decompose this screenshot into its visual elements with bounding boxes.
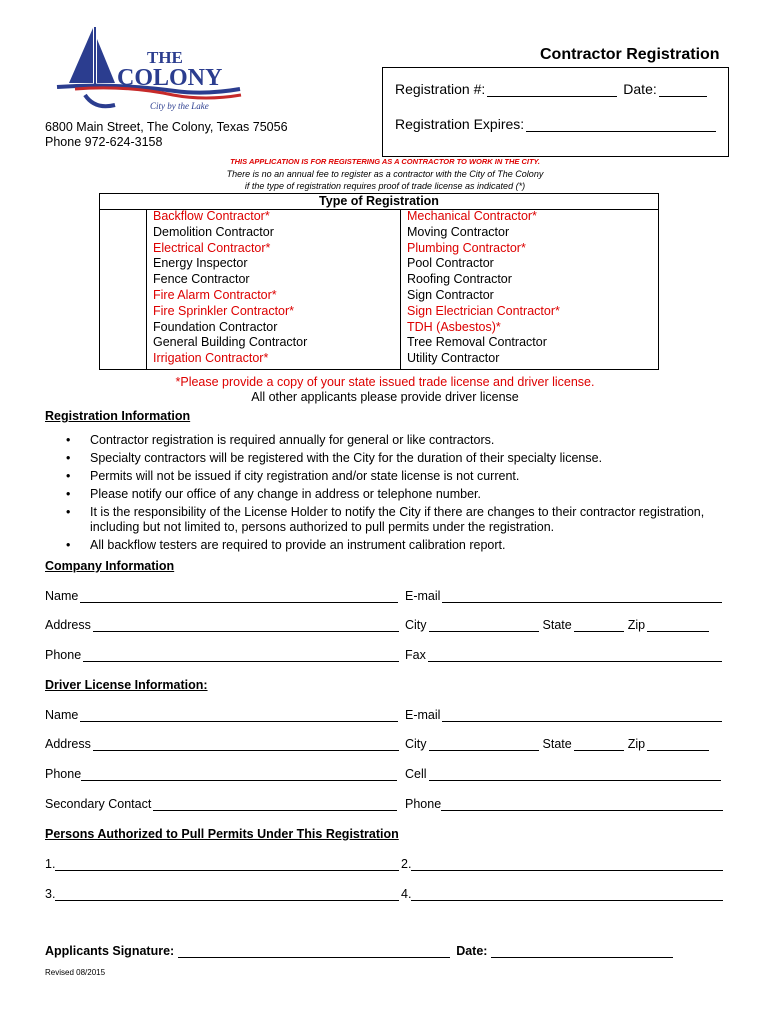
bullet-icon: • (66, 487, 71, 501)
bullet-icon: • (66, 538, 71, 552)
page-title: Contractor Registration (540, 46, 720, 63)
company-phone-field[interactable] (83, 649, 399, 662)
svg-text:THE: THE (147, 48, 183, 67)
notice-line: if the type of registration requires proof of trade license as indicated (*) (244, 181, 526, 191)
driver-city-label: City (405, 737, 427, 751)
company-phone-label: Phone (45, 648, 82, 662)
person-2-label: 2. (401, 857, 412, 871)
license-note-line: All other applicants please provide driver license (251, 390, 519, 404)
registration-type-option[interactable]: Sign Contractor (407, 287, 494, 302)
registration-type-option[interactable]: General Building Contractor (153, 335, 308, 350)
signature-date-field[interactable] (491, 945, 673, 958)
registration-type-option[interactable]: Foundation Contractor (153, 319, 278, 334)
driver-cell-field[interactable] (429, 768, 721, 781)
secondary-phone-field[interactable] (441, 798, 723, 811)
list-item-text: All backflow testers are required to provide an instrument calibration report. (90, 538, 506, 552)
company-name-label: Name (45, 589, 79, 603)
list-item (45, 487, 735, 502)
driver-address-label: Address (45, 737, 91, 751)
person-4-field[interactable] (411, 888, 723, 901)
registration-type-option[interactable]: Fire Alarm Contractor* (153, 287, 277, 302)
registration-type-option[interactable]: Backflow Contractor* (153, 209, 270, 223)
company-name-field[interactable] (80, 590, 398, 603)
license-note (100, 375, 670, 405)
company-zip-field[interactable] (647, 619, 709, 632)
list-item (45, 469, 735, 484)
reg-number-label: Registration #: (395, 81, 486, 97)
driver-name-field[interactable] (80, 709, 398, 722)
secondary-phone-label: Phone (405, 797, 442, 811)
notice-heading: THIS APPLICATION IS FOR REGISTERING AS A CONTRACTOR TO WORK IN THE CITY. (230, 157, 540, 166)
phone-line: Phone 972-624-3158 (45, 135, 163, 149)
revised-note: Revised 08/2015 (45, 968, 106, 977)
registration-type-option[interactable]: Energy Inspector (153, 256, 248, 271)
registration-type-option[interactable]: Moving Contractor (407, 224, 510, 239)
reg-date-label: Date: (623, 81, 657, 97)
registration-type-option[interactable]: Fence Contractor (153, 272, 250, 287)
list-item-text: Contractor registration is required annually for general or like contractors. (90, 433, 495, 447)
driver-zip-label: Zip (627, 737, 646, 751)
company-state-label: State (542, 618, 572, 632)
driver-name-label: Name (45, 708, 79, 722)
registration-type-table (99, 193, 659, 370)
company-email-label: E-mail (405, 589, 441, 603)
registration-info-list (45, 433, 735, 556)
registration-type-option[interactable]: TDH (Asbestos)* (407, 319, 501, 334)
list-item (45, 505, 735, 535)
driver-phone-field[interactable] (81, 768, 397, 781)
registration-info-heading: Registration Information (45, 409, 191, 423)
city-logo (55, 25, 245, 120)
reg-expires-label: Registration Expires: (395, 116, 525, 132)
list-item (45, 538, 735, 553)
driver-email-field[interactable] (442, 709, 722, 722)
registration-type-option[interactable]: Roofing Contractor (407, 272, 512, 287)
registration-type-option[interactable]: Tree Removal Contractor (407, 335, 547, 350)
driver-address-field[interactable] (93, 738, 399, 751)
driver-email-label: E-mail (405, 708, 441, 722)
persons-heading: Persons Authorized to Pull Permits Under This Registration (45, 827, 399, 841)
registration-box (382, 67, 729, 157)
list-item (45, 433, 735, 448)
person-4-label: 4. (401, 887, 412, 901)
driver-state-label: State (542, 737, 572, 751)
signature-row (45, 944, 673, 958)
company-fax-label: Fax (405, 648, 426, 662)
company-info-heading: Company Information (45, 559, 175, 573)
secondary-contact-label: Secondary Contact (45, 797, 152, 811)
registration-type-option[interactable]: Fire Sprinkler Contractor* (153, 303, 295, 318)
type-column-right (407, 209, 560, 367)
company-email-field[interactable] (442, 590, 722, 603)
company-state-field[interactable] (574, 619, 624, 632)
reg-date-field[interactable] (659, 84, 707, 97)
list-item-text: Please notify our office of any change in address or telephone number. (90, 487, 481, 501)
city-address (45, 120, 288, 150)
signature-date-label: Date: (456, 944, 488, 958)
driver-city-field[interactable] (429, 738, 539, 751)
bullet-icon: • (66, 505, 71, 519)
sailboat-logo-icon (55, 25, 245, 120)
person-1-label: 1. (45, 857, 56, 871)
registration-type-option[interactable]: Pool Contractor (407, 256, 494, 271)
notice (100, 156, 670, 192)
svg-text:COLONY: COLONY (117, 65, 223, 91)
notice-line: There is no an annual fee to register as a contractor with the City of The Colony (226, 169, 544, 179)
registration-type-option[interactable]: Utility Contractor (407, 351, 500, 366)
company-address-label: Address (45, 618, 91, 632)
registration-type-option[interactable]: Sign Electrician Contractor* (407, 303, 560, 318)
reg-expires-field[interactable] (526, 119, 716, 132)
company-address-field[interactable] (93, 619, 399, 632)
type-table-header: Type of Registration (319, 194, 439, 208)
driver-state-field[interactable] (574, 738, 624, 751)
registration-type-option[interactable]: Irrigation Contractor* (153, 351, 269, 366)
registration-type-option[interactable]: Electrical Contractor* (153, 240, 271, 255)
person-3-field[interactable] (55, 888, 399, 901)
company-city-field[interactable] (429, 619, 539, 632)
registration-type-option[interactable]: Plumbing Contractor* (407, 240, 526, 255)
company-fax-field[interactable] (428, 649, 722, 662)
driver-phone-label: Phone (45, 767, 82, 781)
signature-label: Applicants Signature: (45, 944, 175, 958)
bullet-icon: • (66, 469, 71, 483)
person-1-field[interactable] (55, 858, 399, 871)
address-line: 6800 Main Street, The Colony, Texas 75056 (45, 120, 288, 134)
type-column-left (153, 209, 307, 367)
driver-cell-label: Cell (405, 767, 427, 781)
bullet-icon: • (66, 433, 71, 447)
list-item-text: Specialty contractors will be registered with the City for the duration of their specialty license. (90, 451, 603, 465)
reg-number-field[interactable] (487, 84, 617, 97)
driver-zip-field[interactable] (647, 738, 709, 751)
list-item-text: It is the responsibility of the License Holder to notify the City if there are changes to their contractor registration, including but not limited to, persons authorized to pull permits under the registration. (90, 505, 705, 534)
secondary-contact-field[interactable] (153, 798, 397, 811)
person-2-field[interactable] (411, 858, 723, 871)
company-zip-label: Zip (627, 618, 646, 632)
registration-type-option[interactable]: Mechanical Contractor* (407, 209, 537, 223)
driver-info-heading: Driver License Information: (45, 678, 208, 692)
list-item (45, 451, 735, 466)
signature-field[interactable] (178, 945, 450, 958)
person-3-label: 3. (45, 887, 56, 901)
svg-text:City by the Lake: City by the Lake (150, 101, 209, 111)
company-city-label: City (405, 618, 427, 632)
registration-type-option[interactable]: Demolition Contractor (153, 224, 274, 239)
bullet-icon: • (66, 451, 71, 465)
list-item-text: Permits will not be issued if city registration and/or state license is not current. (90, 469, 520, 483)
license-note-red: *Please provide a copy of your state issued trade license and driver license. (175, 375, 595, 389)
